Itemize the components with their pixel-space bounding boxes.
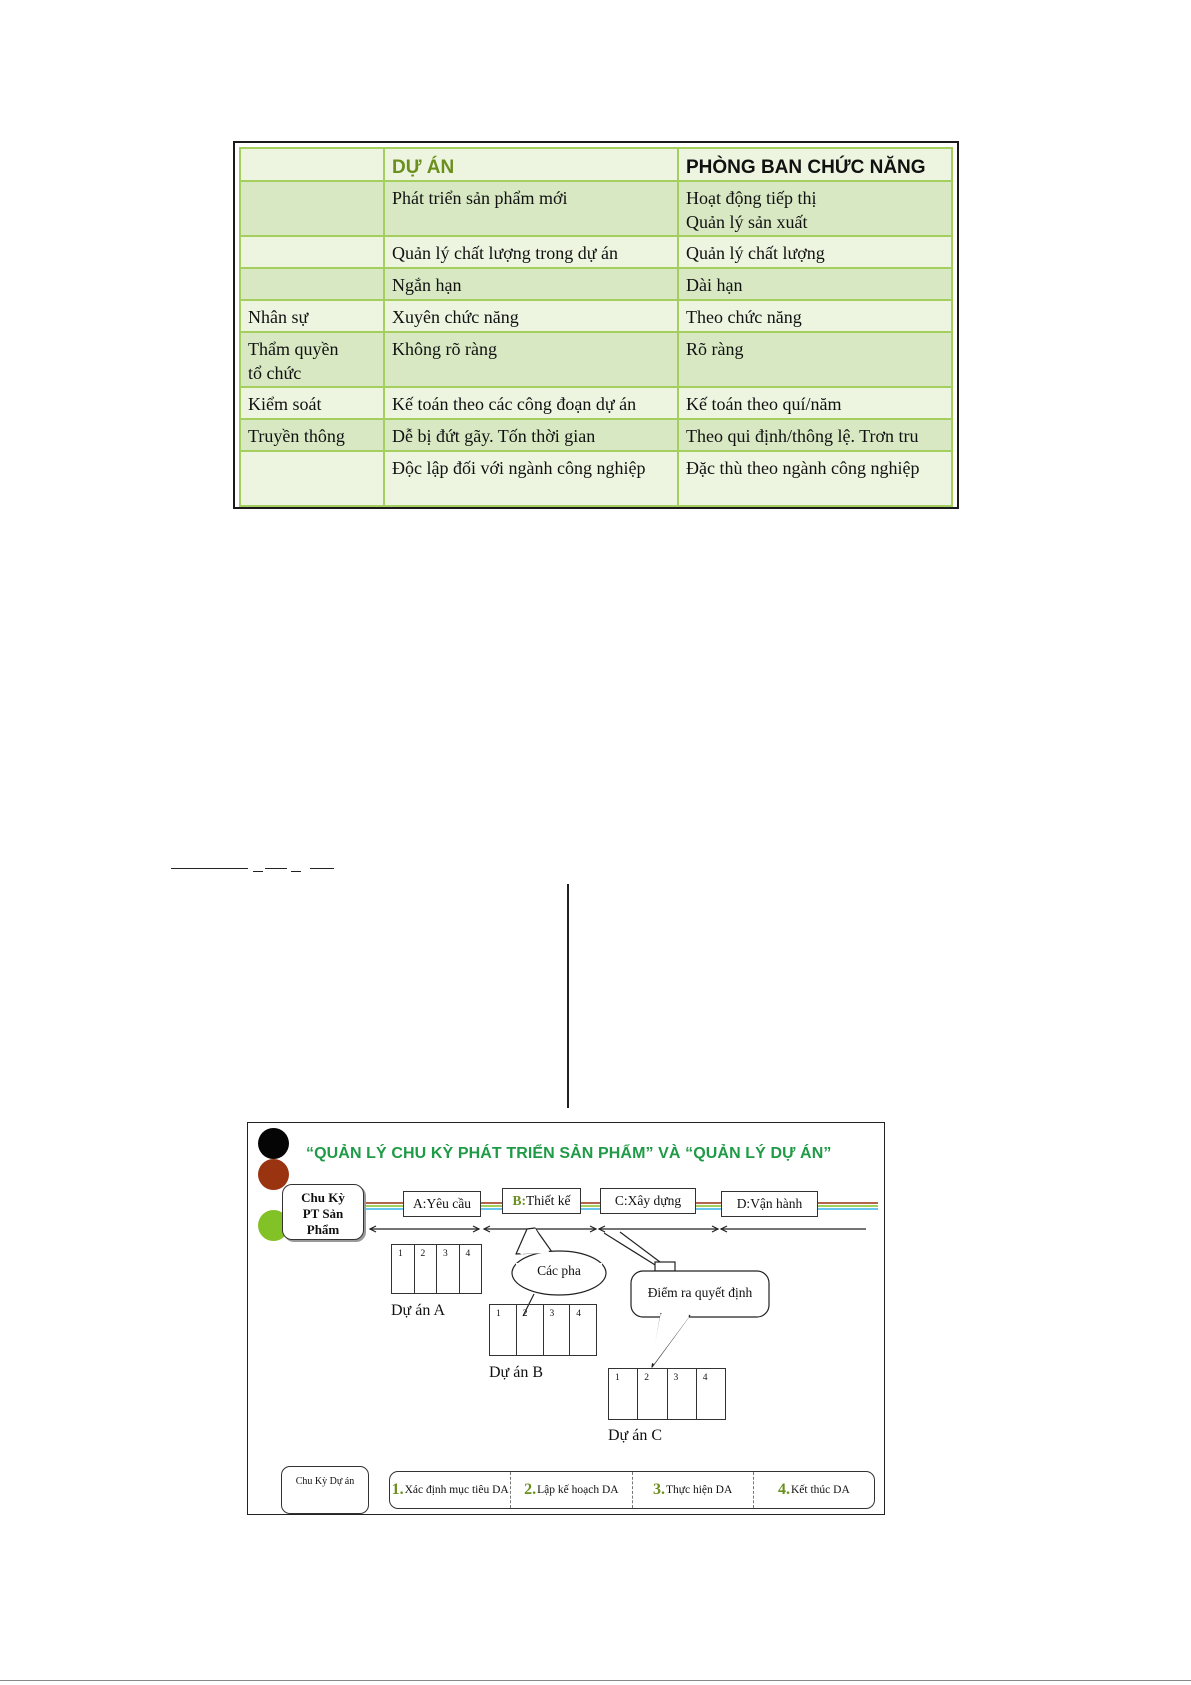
- header-project: DỰ ÁN: [384, 148, 678, 181]
- department-cell: Hoạt động tiếp thị Quản lý sản xuất: [678, 181, 952, 236]
- lifecycle-diagram: [247, 1122, 885, 1515]
- step-label: Lập kế hoạch DA: [537, 1484, 619, 1496]
- row-label: [240, 181, 384, 236]
- page-bottom-edge: [0, 1680, 1191, 1681]
- phase-cell: 4: [576, 1309, 581, 1319]
- vertical-divider: [567, 884, 569, 1108]
- product-lifecycle-label: Chu Kỳ PT Sản Phẩm: [301, 1190, 345, 1237]
- table-row: [240, 332, 952, 387]
- phase-cell: 3: [668, 1369, 697, 1419]
- phase-d-label: D:Vận hành: [736, 1196, 803, 1211]
- phase-cell: 2: [638, 1369, 667, 1419]
- project-b-phase-cells: [489, 1304, 597, 1356]
- table-row: [240, 236, 952, 268]
- project-steps-bar: [389, 1471, 875, 1509]
- phase-cell: 3: [544, 1305, 571, 1355]
- row-label: [240, 451, 384, 506]
- step-number: 2.: [524, 1481, 537, 1498]
- phase-cell: 1: [609, 1369, 638, 1419]
- step-label: Thực hiện DA: [665, 1484, 733, 1496]
- phase-cell: 2: [517, 1305, 544, 1355]
- underline-mark: [265, 868, 287, 869]
- project-cycle-label: Chu Kỳ Dự án: [295, 1476, 355, 1487]
- step-label: Xác định mục tiêu DA: [404, 1484, 509, 1496]
- project-a-label: Dự án A: [391, 1302, 445, 1319]
- header-cell-empty: [240, 148, 384, 181]
- phase-cell: 3: [437, 1245, 460, 1293]
- step-4: [754, 1472, 874, 1508]
- header-functional-department: PHÒNG BAN CHỨC NĂNG: [678, 148, 952, 181]
- diagram-title: “QUẢN LÝ CHU KỲ PHÁT TRIỂN SẢN PHẨM” VÀ “QUẢN LÝ DỰ ÁN”: [306, 1145, 832, 1162]
- project-cell: Phát triển sản phẩm mới: [384, 181, 678, 236]
- comparison-table-grid: [239, 147, 953, 507]
- underline-mark: [291, 871, 301, 872]
- phase-cell: 2: [415, 1245, 438, 1293]
- phases-note: Các pha: [516, 1263, 602, 1279]
- department-cell: Theo qui định/thông lệ. Trơn tru: [678, 419, 952, 451]
- project-cell: Dễ bị đứt gãy. Tốn thời gian: [384, 419, 678, 451]
- project-cell: Ngắn hạn: [384, 268, 678, 300]
- project-cell: Độc lập đối với ngành công nghiệp: [384, 451, 678, 506]
- project-cell: Kế toán theo các công đoạn dự án: [384, 387, 678, 419]
- step-label: Kết thúc DA: [790, 1484, 850, 1496]
- row-label: Nhân sự: [240, 300, 384, 332]
- table-row: [240, 181, 952, 236]
- step-3: [633, 1472, 754, 1508]
- department-cell: Đặc thù theo ngành công nghiệp: [678, 451, 952, 506]
- table-row: [240, 268, 952, 300]
- department-cell: Rõ ràng: [678, 332, 952, 387]
- row-label: Kiểm soát: [240, 387, 384, 419]
- step-number: 1.: [391, 1481, 404, 1498]
- step-number: 3.: [652, 1481, 665, 1498]
- project-a-phase-cells: [391, 1244, 482, 1294]
- step-number: 4.: [777, 1481, 790, 1498]
- project-c-phase-cells: [608, 1368, 726, 1420]
- project-c-label: Dự án C: [608, 1427, 662, 1444]
- underline-mark: [310, 868, 334, 869]
- table-row: [240, 387, 952, 419]
- row-label: Truyền thông: [240, 419, 384, 451]
- project-cell: Xuyên chức năng: [384, 300, 678, 332]
- phase-cell: 1: [392, 1245, 415, 1293]
- phase-b-letter: B:: [512, 1193, 526, 1208]
- row-label: [240, 268, 384, 300]
- project-a: [391, 1244, 482, 1301]
- phase-b-label: Thiết kế: [525, 1193, 571, 1208]
- underline-mark: [253, 871, 263, 872]
- table-row: [240, 300, 952, 332]
- table-header-row: [240, 148, 952, 181]
- phase-cell: 1: [490, 1305, 517, 1355]
- step-2: [511, 1472, 632, 1508]
- table-row: [240, 419, 952, 451]
- phase-cell: 4: [465, 1249, 471, 1259]
- department-cell: Quản lý chất lượng: [678, 236, 952, 268]
- project-cell: Quản lý chất lượng trong dự án: [384, 236, 678, 268]
- step-1: [390, 1472, 511, 1508]
- department-cell: Dài hạn: [678, 268, 952, 300]
- comparison-table: [233, 141, 959, 509]
- row-label: [240, 236, 384, 268]
- phase-c-label: C:Xây dựng: [614, 1193, 682, 1208]
- row-label: Thẩm quyền tổ chức: [240, 332, 384, 387]
- project-cell: Không rõ ràng: [384, 332, 678, 387]
- project-cycle-box: [281, 1466, 369, 1514]
- department-cell: Kế toán theo quí/năm: [678, 387, 952, 419]
- project-c: [608, 1368, 726, 1423]
- project-b-label: Dự án B: [489, 1364, 543, 1381]
- department-cell: Theo chức năng: [678, 300, 952, 332]
- decision-point-note: Điểm ra quyết định: [633, 1285, 767, 1301]
- table-row: [240, 451, 952, 506]
- project-b: [489, 1304, 597, 1359]
- phase-a-label: A:Yêu cầu: [412, 1196, 472, 1211]
- underline-mark: [171, 868, 248, 869]
- phase-cell: 4: [702, 1373, 708, 1383]
